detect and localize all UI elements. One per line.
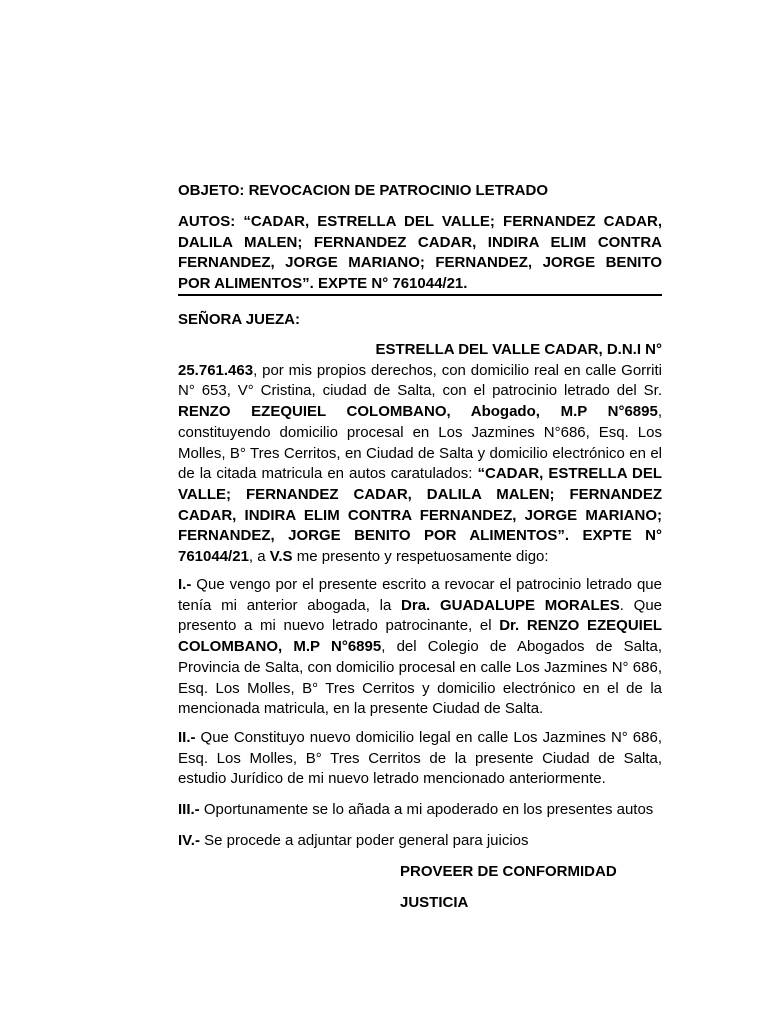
intro-text-3: , a [248,548,270,566]
paragraph-text: Que vengo por el presente escrito a revocar el patrocinio letrado que tenía mi anterior abogada, la [178,576,662,614]
paragraph-i [178,575,662,720]
paragraph-text: , del Colegio de Abogados de Salta, Provincia de Salta, con domicilio procesal en calle Los Jazmines N° 686, Esq. Los Molles, B° Tres Cerritos y domicilio electrónico en el de la mencionada matricula, en la presente Ciudad de Salta. [178,638,662,718]
paragraph-iii [178,800,662,821]
petitioner-name: ESTRELLA DEL VALLE CADAR, D.N.I N° [375,341,662,358]
paragraph-iv [178,831,662,852]
case-title: “CADAR, ESTRELLA DEL VALLE; FERNANDEZ CADAR, DALILA MALEN; FERNANDEZ CADAR, INDIRA ELIM CONTRA FERNANDEZ, JORGE MARIANO; FERNANDEZ, JORGE BENITO POR ALIMENTOS”. EXPTE N° 761044/21 [178,465,662,566]
paragraph-ii [178,728,662,790]
paragraph-label: IV.- [178,832,200,849]
intro-paragraph [178,340,662,568]
new-lawyer: Dr. RENZO EZEQUIEL COLOMBANO, M.P N°6895 [178,617,662,656]
paragraph-text: Que Constituyo nuevo domicilio legal en calle Los Jazmines N° 686, Esq. Los Molles, B° Tres Cerritos de la presente Ciudad de Salta, estudio Jurídico de mi nuevo letrado mencionado anteriormente. [178,729,662,788]
closing-justicia: JUSTICIA [400,894,469,911]
paragraph-label: II.- [178,729,196,746]
document-subject: OBJETO: REVOCACION DE PATROCINIO LETRADO [178,182,549,199]
intro-text-4: me presento y respetuosamente digo: [292,548,549,566]
lawyer-name: RENZO EZEQUIEL COLOMBANO, Abogado, M.P N°6895 [178,403,658,421]
vs-abbrev: V.S [269,548,293,566]
former-lawyer: Dra. GUADALUPE MORALES [401,596,620,614]
dni-number: 25.761.463 [178,361,254,379]
paragraph-text: Se procede a adjuntar poder general para juicios [199,832,529,849]
closing-request: PROVEER DE CONFORMIDAD [400,863,617,880]
case-caption: AUTOS: “CADAR, ESTRELLA DEL VALLE; FERNANDEZ CADAR, DALILA MALEN; FERNANDEZ CADAR, INDIRA ELIM CONTRA FERNANDEZ, JORGE MARIANO; FERNANDEZ, JORGE BENITO POR ALIMENTOS”. EXPTE N° 761044/21. [178,213,662,293]
paragraph-label: III.- [178,801,200,818]
paragraph-text: Oportunamente se lo añada a mi apoderado en los presentes autos [199,801,654,818]
paragraph-label: I.- [178,576,192,593]
divider [178,294,662,296]
paragraph-text: . Que presento a mi nuevo letrado patrocinante, el [178,596,663,635]
intro-text-2: , constituyendo domicilio procesal en Los Jazmines N°686, Esq. Los Molles, B° Tres Cerritos, en Ciudad de Salta y domicilio electrónico en el de la citada matricula en autos caratulados: [178,403,662,483]
salutation: SEÑORA JUEZA: [178,311,300,328]
intro-text-1: , por mis propios derechos, con domicilio real en calle Gorriti N° 653, V° Cristina, ciudad de Salta, con el patrocinio letrado del Sr. [178,361,662,400]
